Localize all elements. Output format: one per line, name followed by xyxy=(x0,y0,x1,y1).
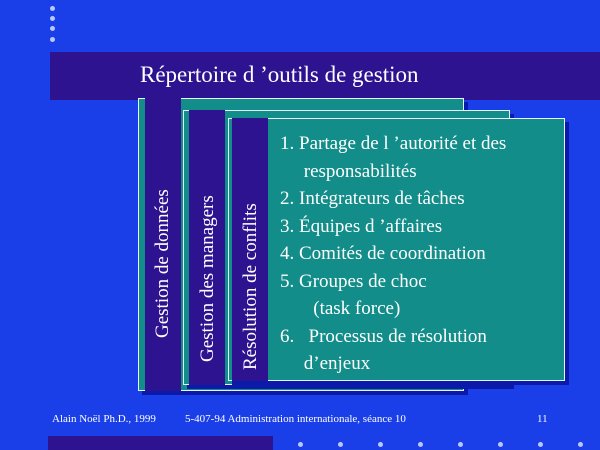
card-vertical-label: Gestion de données xyxy=(152,189,173,338)
dot xyxy=(378,442,383,447)
list-item: 4. Comités de coordination xyxy=(280,243,486,264)
footer-course: 5-407-94 Administration internationale, séance 10 xyxy=(185,413,406,425)
list-item: 2. Intégrateurs de tâches xyxy=(280,188,465,209)
dot xyxy=(50,6,55,11)
footer-author: Alain Noël Ph.D., 1999 xyxy=(52,413,156,425)
card-vertical-label: Résolution de conflits xyxy=(240,203,261,370)
dot xyxy=(298,442,303,447)
list-item: 1. Partage de l ’autorité et des xyxy=(280,133,507,154)
list-item: (task force) xyxy=(280,298,401,319)
dot xyxy=(458,442,463,447)
list-item: responsabilités xyxy=(280,160,417,182)
list-item: 5. Groupes de choc xyxy=(280,270,427,292)
card-vertical-label: Gestion des managers xyxy=(197,195,218,362)
dot xyxy=(578,442,583,447)
dot xyxy=(50,37,55,42)
dot xyxy=(418,442,423,447)
bottom-bar xyxy=(48,436,273,450)
dot xyxy=(50,26,55,31)
slide-title: Répertoire d ’outils de gestion xyxy=(140,62,419,87)
list-item: 6. Processus de résolution xyxy=(280,325,487,347)
list-item: d’enjeux xyxy=(280,353,371,374)
dot xyxy=(50,16,55,21)
list-item: 3. Équipes d ’affaires xyxy=(280,215,443,237)
dot xyxy=(338,442,343,447)
dot xyxy=(538,442,543,447)
dot xyxy=(498,442,503,447)
footer-page-number: 11 xyxy=(537,413,548,425)
tools-list xyxy=(280,130,506,378)
